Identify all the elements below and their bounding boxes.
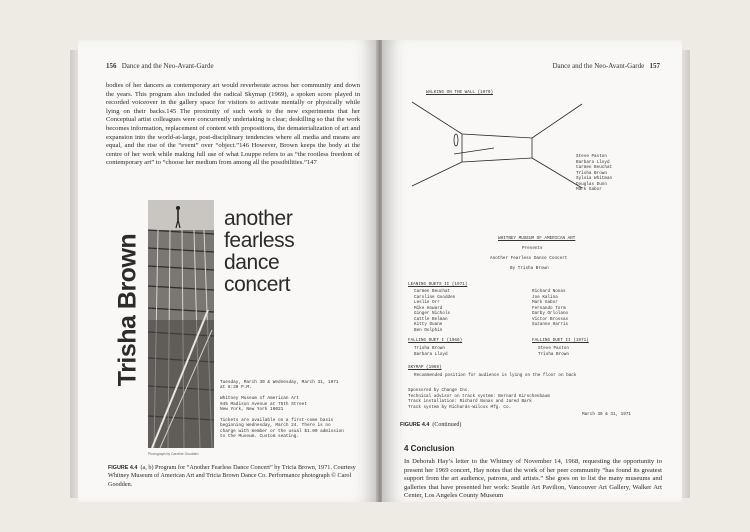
cast-name: Kitty Duane [414,322,443,327]
photo-credit: Photograph by Caroline Goodden [148,452,199,456]
right-running-title: Dance and the Neo-Avant-Garde [552,62,645,70]
falling-i-cast [414,346,448,357]
caption-text: (Continued) [432,422,462,428]
cast-name: Sylvia Whitman [576,176,613,181]
poster-event-details [220,380,344,439]
cast-name: Fernando Torm [532,305,566,311]
open-book [78,40,682,502]
falling-ii-title: FALLING DUET II (1971) [532,338,589,343]
event-line: New York, New York 10021 [220,407,284,413]
cast-name: Joe Kalina [532,294,558,300]
poster-title-line: another [224,207,293,230]
museum-name: WHITNEY MUSEUM OF AMERICAN ART [498,236,576,241]
event-line: to the Museum. Custom seating. [220,434,300,440]
left-running-title: Dance and the Neo-Avant-Garde [121,62,214,70]
cast-name: Mark Gabor [576,187,602,192]
cast-name: Barbara Lloyd [576,159,610,165]
concert-name: Another Fearless Dance Concert [490,256,568,261]
sponsor-line: Technical advisor on track system: Bernard Kirschenbaum [408,393,550,399]
poster-title-line: dance [224,251,280,274]
left-figure-caption [108,464,364,489]
sponsor-line: Sponsored by Change Inc. [408,388,470,393]
right-running-head [552,62,660,70]
left-page-number: 156 [106,62,117,70]
leaning-title: LEANING DUETS II (1971) [408,282,468,287]
cast-name: Carmen Beuchat [576,165,613,170]
leaning-cast-right [532,289,568,328]
program-poster [108,200,358,456]
right-page [382,40,682,502]
sponsor-line: Track installation: Richard Nonas and Jared Bark [408,399,532,404]
wall-drawing [404,100,664,190]
left-page [78,40,378,502]
cast-name: Richard Nonas [532,289,566,294]
cast-name: Trisha Brown [414,346,445,351]
performance-photo [148,200,214,448]
caption-label: FIGURE 4.4 [108,465,138,471]
poster-title [224,208,294,296]
cast-name: Darby Orlolano [532,311,569,316]
program-typescript [404,90,664,420]
cast-name: Mike Howard [414,305,443,311]
event-line: charge with member or the usual $1.00 admission [220,428,344,434]
event-line: 945 Madison Avenue at 75th Street [220,401,307,407]
caption-text: (a, b) Program for “Another Fearless Dance Concert” by Tricia Brown, 1971. Courtesy Whitney Museum of American Art and Tricia Brown Dance Co. Performance photograph © Carol Goodden. [108,464,356,488]
cast-name: Barbara Lloyd [414,351,448,357]
cast-name: Cattle Belman [414,316,448,322]
leaning-cast-left [414,289,455,333]
cast-name: Mark Gabor [532,300,558,305]
cast-name: Leslie Orr [414,300,440,305]
cast-name: Victor Brossas [532,316,569,322]
skymap-note: Recommended position for audience is lying on the floor on back [414,373,577,378]
section-body-text: In Deborah Hay’s letter to the Whitney of November 14, 1968, requesting the opportunity to present her 1969 concert, Hay notes that the work of her peer community “has found its greatest support from the art audience, patrons, and artists.” She goes on to list the many museums and galleries that have presented her work: Seattle Art Pavilion, Vancouver Art Gallery, Walker Art Center, Los Angeles County Museum [404,458,662,500]
cast-name: Carmen Beuchat [414,289,451,294]
program-date: March 30 & 31, 1971 [582,412,631,417]
right-page-number: 157 [649,62,660,70]
cast-name: Steve Paxton [538,346,569,351]
presents: Presents [522,246,543,251]
cast-name: Trisha Brown [576,170,607,176]
section-heading: 4 Conclusion [404,444,455,453]
poster-vertical-title [108,200,148,400]
cast-name: Douglas Dunn [576,181,607,187]
caption-label: FIGURE 4.4 [400,422,430,428]
right-figure-caption [400,422,461,428]
cast-name: Suzanne Harris [532,322,569,327]
walking-cast [576,154,612,193]
poster-artist-name: Trisha Brown [113,233,142,387]
cast-name: Steve Paxton [576,154,607,159]
left-running-head [106,62,214,70]
sponsor-block [408,388,550,410]
event-line: beginning Wednesday, March 24. There is no [220,423,331,429]
cast-name: Ben Dolphin [414,327,443,333]
cast-name: Caroline Goodden [414,294,456,300]
event-line: Tuesday, March 30 & Wednesday, March 31, 1971 [220,380,339,385]
cast-name: Ginger Nichols [414,311,451,316]
falling-ii-cast [538,346,569,357]
falling-i-title: FALLING DUET I (1968) [408,338,463,343]
sponsor-line: Track system by Richards-Wilcox Mfg. Co. [408,404,512,410]
cast-name: Trisha Brown [538,351,569,357]
body-paragraph: bodies of her dancers as contemporary art would reverberate across her community and down the years. This program also included the radical Skymap (1969), a spoken score played in recorded voiceover in the gallery space for visitors to activate mentally or physically while lying on their backs.145 The proximity of such work to the new experiments that her Conceptual artist colleagues were concurrently undertaking is clear; deskilling so that the work becomes information, replacement of content with propositions, the dematerialization of art and expansion into the world-at-large, post-disciplinary tendencies where all media and means are equal, and the rise of the “event” over “object.”146 However, Brown keeps the body at the centre of her work while making full use of what Louppe refers to as “the rootless freedom of contemporary art” to “choose her medium from among all the possibilities.”147 [106,82,360,167]
poster-title-line: concert [224,273,291,296]
event-line: at 8:30 P.M. [220,385,252,391]
left-body-text [106,82,360,168]
photo-image [148,200,214,448]
walking-title: WALKING ON THE WALL (1970) [426,90,494,95]
concert-by: By Trisha Brown [510,266,549,271]
skymap-title: SKYMAP (1969) [408,365,442,370]
event-line: Whitney Museum of American Art [220,396,300,402]
poster-title-line: fearless [224,229,295,252]
event-line: Tickets are available on a first-come basis [220,417,334,423]
